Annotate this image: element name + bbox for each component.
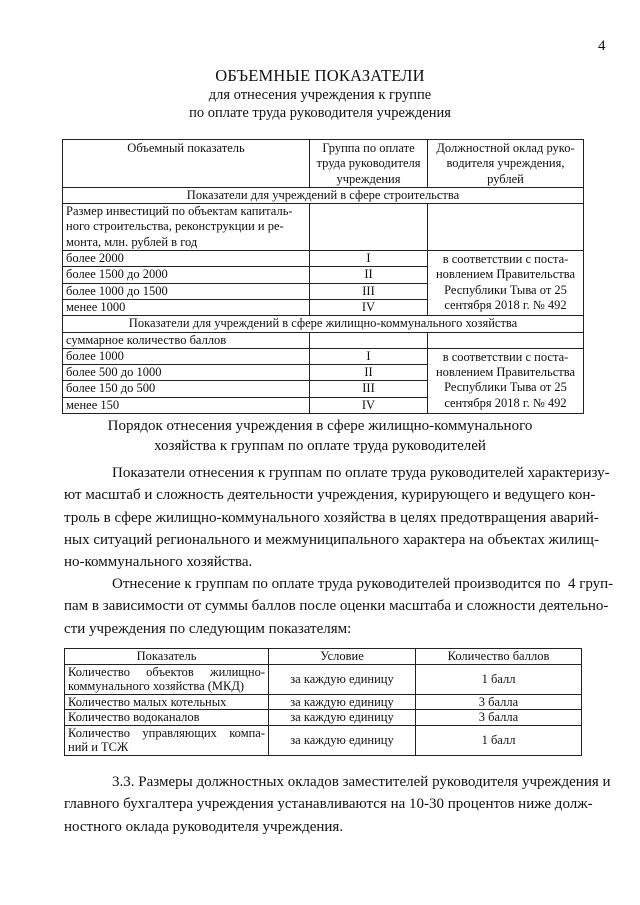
section-row-housing	[63, 316, 584, 332]
range-cell: более 150 до 500	[63, 381, 310, 397]
header-group: Группа по оплате труда руководителя учреждения	[310, 140, 428, 188]
range-cell: более 1000 до 1500	[63, 283, 310, 299]
table-row	[63, 204, 584, 251]
indicator-cell: суммарное количество баллов	[63, 332, 310, 348]
points-cell: 3 балла	[416, 694, 582, 710]
document-subtitle-line2: по оплате труда руководителя учреждения	[189, 105, 451, 121]
section-row-construction	[63, 187, 584, 203]
indicator-cell: Количество водоканалов	[65, 710, 269, 726]
table-row	[65, 694, 582, 710]
section-heading-line1: Порядок отнесения учреждения в сфере жилищно-коммунального	[107, 418, 533, 434]
indicator-cell: Количество малых котельных	[65, 694, 269, 710]
group-cell: IV	[310, 299, 428, 315]
condition-cell: за каждую единицу	[269, 725, 416, 755]
header-indicator: Объемный показатель	[63, 140, 310, 188]
condition-cell: за каждую единицу	[269, 694, 416, 710]
points-cell: 1 балл	[416, 664, 582, 694]
volume-indicators-table	[62, 139, 584, 414]
points-cell: 1 балл	[416, 725, 582, 755]
group-cell: I	[310, 348, 428, 364]
table-row	[63, 348, 584, 364]
table-row	[65, 664, 582, 694]
indicator-cell: Количество объектов жилищно- коммунального хозяйства (МКД)	[65, 664, 269, 694]
condition-cell: за каждую единицу	[269, 664, 416, 694]
salary-cell: в соответствии с поста- новлением Правительства Республики Тыва от 25 сентября 2018 г. № 492	[428, 348, 584, 413]
group-cell: II	[310, 365, 428, 381]
table-header-row	[63, 140, 584, 188]
range-cell: более 1500 до 2000	[63, 267, 310, 283]
range-cell: менее 150	[63, 397, 310, 413]
range-cell: более 2000	[63, 251, 310, 267]
indicator-cell: Размер инвестиций по объектам капиталь- ного строительства, реконструкции и ре- монта, млн. рублей в год	[63, 204, 310, 251]
header-salary: Должностной оклад руко- водителя учреждения, рублей	[428, 140, 584, 188]
header-points: Количество баллов	[416, 649, 582, 665]
paragraph-indicators: Показатели отнесения к группам по оплате труда руководителей характеризу- ют масштаб и сложность деятельности учреждения, курирующего и ведущего кон- троль в сфере жилищно-коммунального хозяйства в целях предотвращения аварий- ных ситуаций регионального и межмуниципального характера на объектах жилищ- но-коммунального хозяйства.	[64, 465, 610, 571]
group-cell: III	[310, 381, 428, 397]
paragraph-deputies-salary: 3.3. Размеры должностных окладов заместителей руководителя учреждения и главного бухгалтера учреждения устанавливаются на 10-30 процентов ниже долж- ностного оклада руководителя учреждения.	[64, 774, 611, 835]
table-header-row	[65, 649, 582, 665]
condition-cell: за каждую единицу	[269, 710, 416, 726]
range-cell: более 500 до 1000	[63, 365, 310, 381]
group-cell: I	[310, 251, 428, 267]
range-cell: более 1000	[63, 348, 310, 364]
table-row	[65, 725, 582, 755]
table-row	[65, 710, 582, 726]
indicator-cell: Количество управляющих компа- ний и ТСЖ	[65, 725, 269, 755]
salary-cell: в соответствии с поста- новлением Правительства Республики Тыва от 25 сентября 2018 г. № 492	[428, 251, 584, 316]
points-table	[64, 648, 582, 756]
group-cell: II	[310, 267, 428, 283]
page-number: 4	[598, 38, 606, 54]
paragraph-groups: Отнесение к группам по оплате труда руководителей производится по 4 груп- пам в зависимости от суммы баллов после оценки масштаба и сложности деятельно- сти учреждения по следующим показателям:	[64, 576, 614, 637]
group-cell: III	[310, 283, 428, 299]
table-row	[63, 332, 584, 348]
range-cell: менее 1000	[63, 299, 310, 315]
section-title: Показатели для учреждений в сфере жилищно-коммунального хозяйства	[63, 316, 584, 332]
table-row	[63, 251, 584, 267]
header-indicator: Показатель	[65, 649, 269, 665]
section-heading-line2: хозяйства к группам по оплате труда руководителей	[154, 438, 486, 454]
header-condition: Условие	[269, 649, 416, 665]
document-subtitle-line1: для отнесения учреждения к группе	[208, 87, 432, 103]
points-cell: 3 балла	[416, 710, 582, 726]
document-title: ОБЪЕМНЫЕ ПОКАЗАТЕЛИ	[215, 66, 425, 85]
group-cell: IV	[310, 397, 428, 413]
section-title: Показатели для учреждений в сфере строительства	[63, 187, 584, 203]
